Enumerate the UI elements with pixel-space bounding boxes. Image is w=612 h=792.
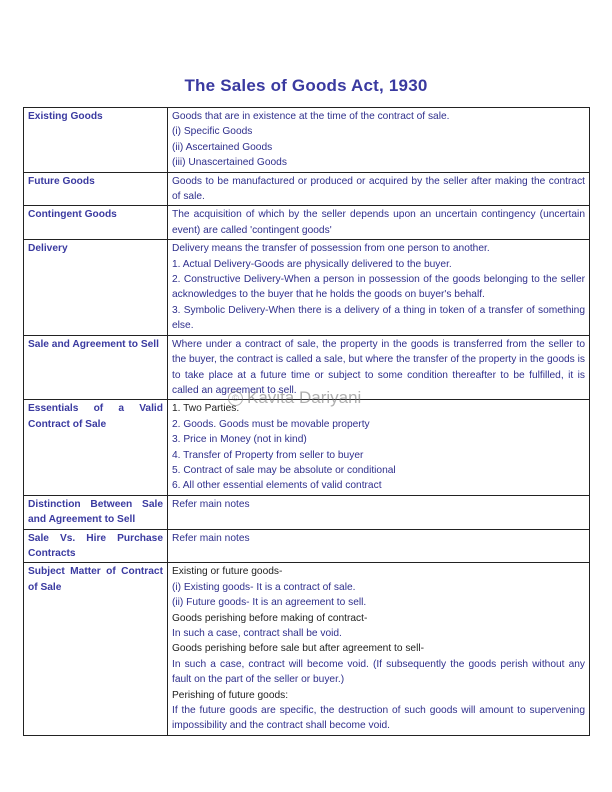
description-line: 1. Two Parties. <box>172 403 240 415</box>
table-row <box>24 108 590 173</box>
description-cell <box>168 240 590 335</box>
description-line: 1. Actual Delivery-Goods are physically delivered to the buyer. <box>172 258 452 270</box>
description-line: (ii) Ascertained Goods <box>172 141 273 153</box>
notes-table <box>23 107 590 736</box>
table-row <box>24 563 590 735</box>
description-line: Where under a contract of sale, the property in the goods is transferred from the seller to the buyer, the contract is called a sale, but where the transfer of the property in the goods is to take place at a future time or subject to some condition thereafter to be fulfilled, it is called an agreement to sell. <box>172 338 585 396</box>
description-line: 5. Contract of sale may be absolute or conditional <box>172 464 396 476</box>
description-line: The acquisition of which by the seller depends upon an uncertain contingency (uncertain event) are called 'contingent goods' <box>172 209 585 236</box>
description-line: In such a case, contract will become void. (If subsequently the goods perish without any fault on the part of the seller or buyer.) <box>172 658 585 686</box>
description-cell <box>168 529 590 563</box>
term-cell: Distinction Between Sale and Agreement to Sell <box>24 495 168 529</box>
description-line: 6. All other essential elements of valid contract <box>172 480 382 492</box>
description-line: Refer main notes <box>172 532 250 544</box>
description-line: (ii) Future goods- It is an agreement to sell. <box>172 597 367 609</box>
description-cell <box>168 206 590 240</box>
description-line: 2. Constructive Delivery-When a person in possession of the goods belonging to the seller acknowledges to the buyer that he holds the goods on buyer's behalf. <box>172 274 585 301</box>
term-cell: Subject Matter of Contract of Sale <box>24 563 168 735</box>
term-cell: Essentials of a Valid Contract of Sale <box>24 400 168 495</box>
table-row <box>24 495 590 529</box>
page-title: The Sales of Goods Act, 1930 <box>184 76 428 95</box>
table-row <box>24 240 590 335</box>
description-line: Delivery means the transfer of possession from one person to another. <box>172 243 490 255</box>
description-line: Goods to be manufactured or produced or acquired by the seller after making the contract of sale. <box>172 175 585 203</box>
description-line: (iii) Unascertained Goods <box>172 157 287 169</box>
term-cell: Sale and Agreement to Sell <box>24 335 168 400</box>
table-row <box>24 529 590 563</box>
term-cell: Contingent Goods <box>24 206 168 240</box>
description-line: 4. Transfer of Property from seller to buyer <box>172 449 364 461</box>
description-line: Refer main notes <box>172 498 250 510</box>
description-line: Existing or future goods- <box>172 566 283 578</box>
description-line: In such a case, contract shall be void. <box>172 628 342 639</box>
description-line: Perishing of future goods: <box>172 689 289 701</box>
term-cell: Future Goods <box>24 172 168 206</box>
description-line: Goods perishing before sale but after agreement to sell- <box>172 643 425 655</box>
description-cell <box>168 400 590 495</box>
term-cell: Delivery <box>24 240 168 335</box>
description-cell <box>168 172 590 206</box>
watermark-text: Kavita Dariyani <box>247 388 362 407</box>
description-cell <box>168 335 590 400</box>
table-row <box>24 206 590 240</box>
description-line: 3. Price in Money (not in kind) <box>172 434 307 446</box>
table-row <box>24 400 590 495</box>
term-cell: Existing Goods <box>24 108 168 173</box>
description-line: (i) Existing goods- It is a contract of sale. <box>172 581 356 593</box>
table-row <box>24 172 590 206</box>
copyright-icon: © <box>228 391 243 406</box>
term-cell: Sale Vs. Hire Purchase Contracts <box>24 529 168 563</box>
description-line: If the future goods are specific, the destruction of such goods will amount to supervening impossibility and the contract shall become void. <box>172 705 585 732</box>
description-line: 3. Symbolic Delivery-When there is a delivery of a thing in token of a transfer of something else. <box>172 304 585 332</box>
description-cell <box>168 563 590 735</box>
description-cell <box>168 495 590 529</box>
description-line: Goods perishing before making of contract- <box>172 612 368 624</box>
description-line: Goods that are in existence at the time of the contract of sale. <box>172 111 450 122</box>
description-cell <box>168 108 590 173</box>
description-line: 2. Goods. Goods must be movable property <box>172 418 370 430</box>
description-line: (i) Specific Goods <box>172 126 253 138</box>
table-row <box>24 335 590 400</box>
